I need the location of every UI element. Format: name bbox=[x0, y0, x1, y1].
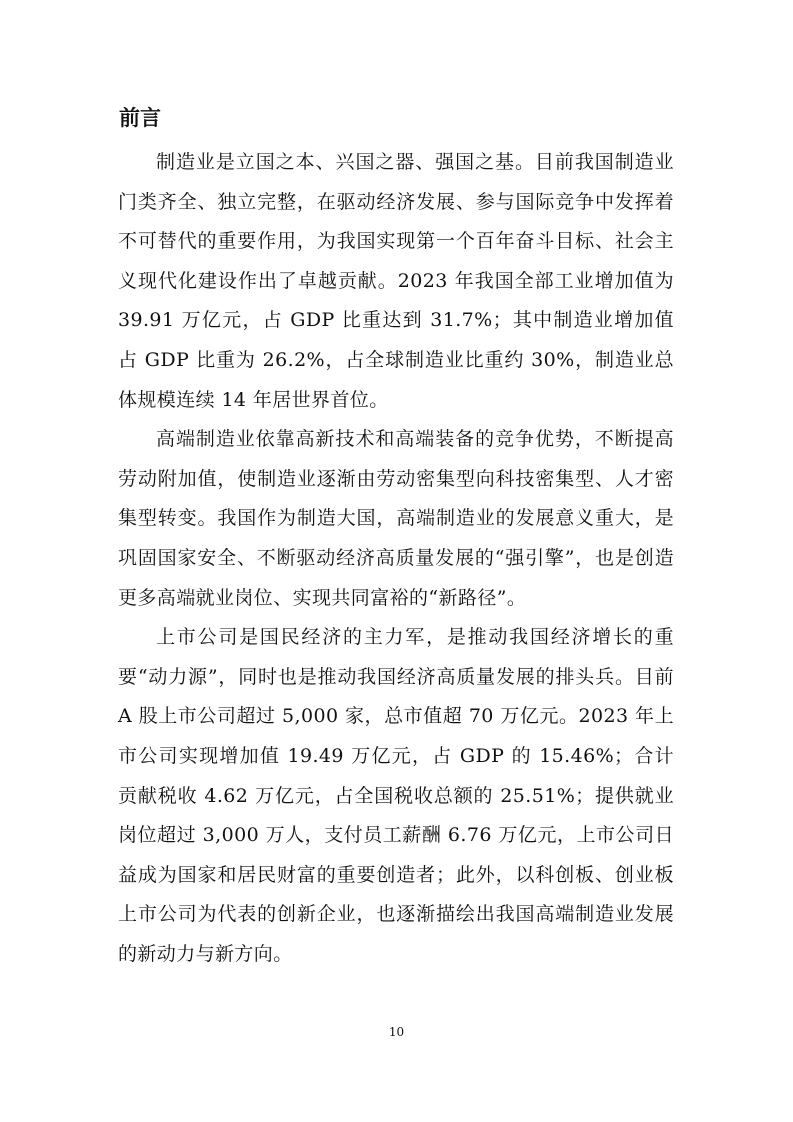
paragraph-high-end-manufacturing: 高端制造业依靠高新技术和高端装备的竞争优势，不断提高劳动附加值，使制造业逐渐由劳动密集型向科技密集型、人才密集型转变。我国作为制造大国，高端制造业的发展意义重大，是巩固国家安全、不断驱动经济高质量发展的“强引擎”，也是创造更多高端就业岗位、实现共同富裕的“新路径”。 bbox=[118, 428, 674, 609]
paragraph-manufacturing-overview: 制造业是立国之本、兴国之器、强国之基。目前我国制造业门类齐全、独立完整，在驱动经济发展、参与国际竞争中发挥着不可替代的重要作用，为我国实现第一个百年奋斗目标、社会主义现代化建设作出了卓越贡献。2023 年我国全部工业增加值为 39.91 万亿元，占 GDP 比重达到 31.7%；其中制造业增加值占 GDP 比重为 26.2%，占全球制造业比重约 30%，制造业总体规模连续 14 年居世界首位。 bbox=[118, 151, 674, 411]
page-number: 10 bbox=[388, 1025, 405, 1039]
body-text bbox=[118, 143, 674, 974]
page-title: 前言 bbox=[119, 106, 161, 130]
paragraph-listed-companies: 上市公司是国民经济的主力军，是推动我国经济增长的重要“动力源”，同时也是推动我国经济高质量发展的排头兵。目前 A 股上市公司超过 5,000 家，总市值超 70 万亿元。2023 年上市公司实现增加值 19.49 万亿元，占 GDP 的 15.46%；合计贡献税收 4.62 万亿元，占全国税收总额的 25.51%；提供就业岗位超过 3,000 万人，支付员工薪酬 6.76 万亿元，上市公司日益成为国家和居民财富的重要创造者；此外，以科创板、创业板上市公司为代表的创新企业，也逐渐描绘出我国高端制造业发展的新动力与新方向。 bbox=[118, 626, 674, 965]
